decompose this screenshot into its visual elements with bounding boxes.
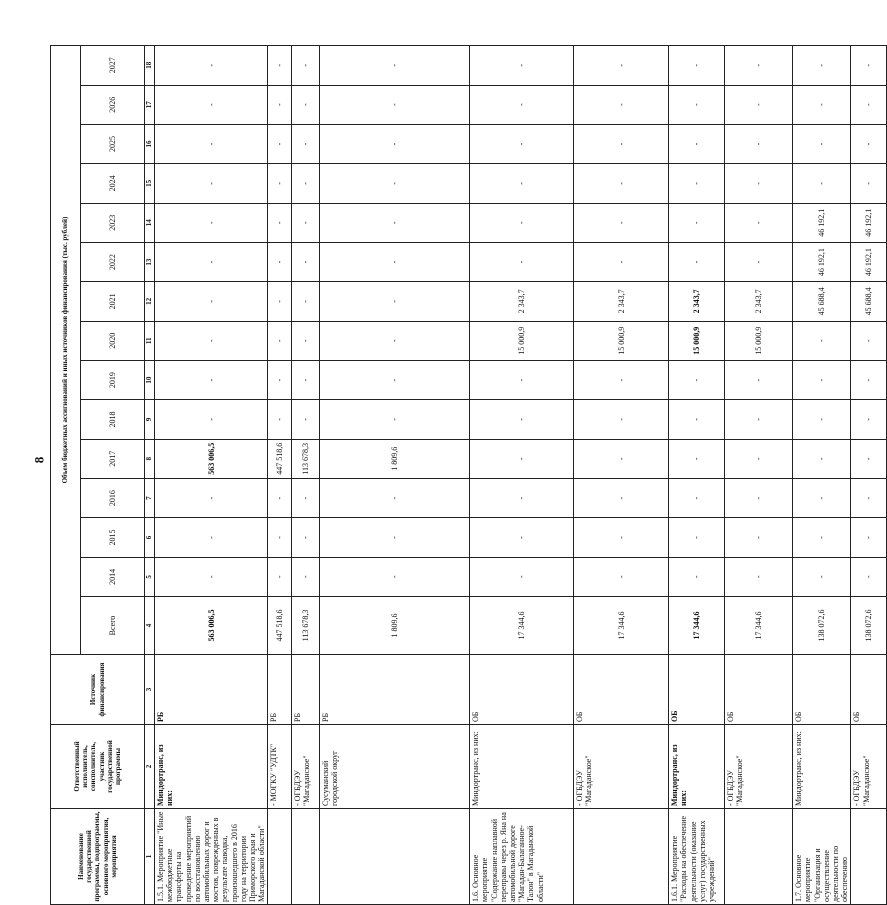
table-row: [268, 46, 292, 905]
header-year: 2016: [81, 478, 145, 517]
cell-value: -: [470, 46, 574, 86]
header-year: 2018: [81, 400, 145, 439]
cell-value: -: [292, 124, 320, 163]
cell-value: -: [470, 164, 574, 203]
cell-name: [292, 809, 320, 905]
cell-value: -: [669, 164, 725, 203]
cell-value: -: [292, 164, 320, 203]
header-year: 2024: [81, 164, 145, 203]
cell-value: -: [155, 400, 268, 439]
cell-value: -: [292, 400, 320, 439]
header-year: 2026: [81, 85, 145, 124]
cell-total: 1 809,6: [320, 597, 470, 655]
cell-value: -: [470, 124, 574, 163]
table-row: [725, 46, 793, 905]
cell-source: ОБ: [470, 655, 574, 725]
cell-value: -: [793, 518, 851, 557]
cell-value: -: [292, 478, 320, 517]
cell-value: -: [320, 321, 470, 360]
cell-value: -: [793, 46, 851, 86]
header-year: 2014: [81, 557, 145, 596]
cell-value: 447 518,6: [268, 439, 292, 478]
header-responsible: Ответственный исполнитель, соисполнитель, участник государственной программы: [51, 725, 145, 809]
cell-value: 46 192,1: [793, 242, 851, 281]
cell-total: 563 006,5: [155, 597, 268, 655]
column-number: 6: [145, 518, 155, 557]
cell-value: -: [320, 478, 470, 517]
column-number: 10: [145, 360, 155, 399]
table-row: [155, 46, 268, 905]
cell-value: -: [669, 203, 725, 242]
cell-value: -: [851, 360, 887, 399]
cell-value: -: [851, 164, 887, 203]
cell-name: 1.7. Основное мероприятие "Организация и осуществление деятельности по обеспечению: [793, 809, 851, 905]
cell-value: -: [851, 518, 887, 557]
cell-value: -: [155, 124, 268, 163]
header-year: 2017: [81, 439, 145, 478]
cell-value: -: [320, 164, 470, 203]
cell-value: -: [320, 518, 470, 557]
cell-value: -: [574, 242, 669, 281]
cell-value: -: [851, 46, 887, 86]
table-row: [292, 46, 320, 905]
cell-value: -: [320, 282, 470, 321]
cell-value: -: [292, 242, 320, 281]
column-number: 13: [145, 242, 155, 281]
cell-value: -: [292, 321, 320, 360]
cell-value: -: [669, 439, 725, 478]
cell-value: -: [470, 242, 574, 281]
cell-value: -: [669, 518, 725, 557]
cell-value: -: [155, 557, 268, 596]
cell-value: -: [574, 164, 669, 203]
column-number: 16: [145, 124, 155, 163]
table-row: [574, 46, 669, 905]
table-row: [320, 46, 470, 905]
header-year: 2015: [81, 518, 145, 557]
cell-total: 17 344,6: [669, 597, 725, 655]
cell-value: -: [470, 85, 574, 124]
cell-value: -: [851, 85, 887, 124]
column-number: 7: [145, 478, 155, 517]
cell-value: -: [793, 478, 851, 517]
cell-value: 15 000,9: [669, 321, 725, 360]
cell-responsible: - ОГБДЭУ "Магаданское": [851, 725, 887, 809]
cell-value: -: [669, 85, 725, 124]
cell-value: -: [851, 557, 887, 596]
cell-value: 2 343,7: [470, 282, 574, 321]
cell-value: -: [268, 557, 292, 596]
cell-responsible: - ОГБДЭУ "Магаданское": [292, 725, 320, 809]
table-row: [851, 46, 887, 905]
cell-value: -: [725, 164, 793, 203]
cell-total: 17 344,6: [470, 597, 574, 655]
cell-value: -: [851, 400, 887, 439]
cell-value: -: [725, 439, 793, 478]
header-total: Всего: [81, 597, 145, 655]
cell-value: -: [320, 46, 470, 86]
cell-value: -: [669, 360, 725, 399]
cell-value: -: [669, 478, 725, 517]
cell-value: -: [574, 400, 669, 439]
column-number: 12: [145, 282, 155, 321]
cell-value: -: [268, 124, 292, 163]
cell-value: -: [669, 124, 725, 163]
cell-value: -: [155, 478, 268, 517]
header-funding-group: Объем бюджетных ассигнований и иных источников финансирования (тыс. рублей): [51, 46, 81, 655]
cell-name: [268, 809, 292, 905]
cell-name: 1.5.1. Мероприятие "Иные межбюджетные трансферты на проведение мероприятий по восстановлению автомобильных дорог и мостов, поврежденных в результате паводка, произошедшего в 2016 году на территории Приморского края и Магаданской области": [155, 809, 268, 905]
column-number: 14: [145, 203, 155, 242]
table-row: [793, 46, 851, 905]
column-number-row: [145, 46, 155, 905]
cell-value: -: [268, 85, 292, 124]
header-year: 2021: [81, 282, 145, 321]
cell-source: РБ: [155, 655, 268, 725]
table-row: [470, 46, 574, 905]
cell-value: -: [574, 360, 669, 399]
cell-value: -: [292, 557, 320, 596]
cell-total: 113 678,3: [292, 597, 320, 655]
cell-source: РБ: [320, 655, 470, 725]
cell-value: -: [793, 321, 851, 360]
cell-value: -: [470, 518, 574, 557]
cell-name: [320, 809, 470, 905]
cell-value: -: [268, 46, 292, 86]
cell-value: 113 678,3: [292, 439, 320, 478]
cell-value: -: [669, 557, 725, 596]
cell-value: -: [851, 124, 887, 163]
cell-value: -: [793, 85, 851, 124]
cell-value: 15 000,9: [574, 321, 669, 360]
cell-responsible: Миндортранс, из них:: [155, 725, 268, 809]
cell-value: -: [320, 203, 470, 242]
cell-responsible: - ОГБДЭУ "Магаданское": [574, 725, 669, 809]
cell-value: -: [155, 85, 268, 124]
cell-value: -: [851, 439, 887, 478]
cell-source: ОБ: [669, 655, 725, 725]
cell-value: -: [155, 282, 268, 321]
cell-value: -: [793, 557, 851, 596]
cell-responsible: - МОГКУ "УДТК": [268, 725, 292, 809]
cell-value: -: [470, 478, 574, 517]
column-number: 5: [145, 557, 155, 596]
cell-value: -: [725, 203, 793, 242]
column-number: 18: [145, 46, 155, 86]
cell-value: -: [320, 400, 470, 439]
cell-value: 46 192,1: [793, 203, 851, 242]
cell-value: -: [470, 557, 574, 596]
cell-value: -: [155, 321, 268, 360]
cell-source: ОБ: [851, 655, 887, 725]
cell-value: -: [793, 439, 851, 478]
cell-total: 138 072,6: [793, 597, 851, 655]
cell-value: -: [292, 46, 320, 86]
cell-value: -: [268, 400, 292, 439]
cell-value: -: [292, 518, 320, 557]
cell-value: -: [320, 360, 470, 399]
cell-value: -: [292, 85, 320, 124]
cell-value: -: [155, 242, 268, 281]
column-number: 2: [145, 725, 155, 809]
cell-source: РБ: [268, 655, 292, 725]
cell-value: -: [155, 164, 268, 203]
cell-value: -: [268, 478, 292, 517]
cell-source: ОБ: [574, 655, 669, 725]
table-row: [669, 46, 725, 905]
cell-value: -: [268, 321, 292, 360]
header-year: 2020: [81, 321, 145, 360]
cell-value: 46 192,1: [851, 242, 887, 281]
cell-responsible: Миндортранс, из них:: [793, 725, 851, 809]
cell-source: ОБ: [793, 655, 851, 725]
header-year: 2025: [81, 124, 145, 163]
cell-value: -: [155, 203, 268, 242]
cell-value: -: [292, 203, 320, 242]
column-number: 9: [145, 400, 155, 439]
cell-responsible: Сусуманский городской округ: [320, 725, 470, 809]
cell-total: 447 518,6: [268, 597, 292, 655]
cell-value: -: [574, 557, 669, 596]
cell-name: 1.6. Основное мероприятие "Содержание наплавной переправы через р. Яна на автомобильной дороге "Магадан-Балаганное-Талон" в Магаданской области": [470, 809, 574, 905]
cell-name: [574, 809, 669, 905]
cell-value: -: [725, 242, 793, 281]
cell-responsible: Миндортранс, из них:: [470, 725, 574, 809]
cell-name: [851, 809, 887, 905]
cell-value: -: [793, 124, 851, 163]
cell-value: -: [155, 46, 268, 86]
cell-value: 45 688,4: [793, 282, 851, 321]
cell-value: -: [470, 360, 574, 399]
header-year: 2027: [81, 46, 145, 86]
cell-value: -: [725, 557, 793, 596]
cell-value: -: [793, 400, 851, 439]
cell-value: -: [268, 518, 292, 557]
cell-value: -: [268, 360, 292, 399]
header-year: 2019: [81, 360, 145, 399]
cell-value: -: [725, 46, 793, 86]
header-year: 2022: [81, 242, 145, 281]
cell-name: 1.6.1. Мероприятие "Расходы на обеспечение деятельности (оказание услуг) государственных учреждений": [669, 809, 725, 905]
header-name: Наименование государственной программы, подпрограммы, основного мероприятия, мероприятия: [51, 809, 145, 905]
cell-total: 17 344,6: [725, 597, 793, 655]
cell-responsible: - ОГБДЭУ "Магаданское": [725, 725, 793, 809]
column-number: 4: [145, 597, 155, 655]
cell-value: -: [155, 360, 268, 399]
column-number: 8: [145, 439, 155, 478]
cell-value: -: [320, 242, 470, 281]
cell-total: 17 344,6: [574, 597, 669, 655]
column-number: 15: [145, 164, 155, 203]
cell-value: -: [320, 85, 470, 124]
cell-value: -: [793, 360, 851, 399]
cell-value: -: [574, 124, 669, 163]
cell-value: -: [725, 85, 793, 124]
cell-value: -: [669, 46, 725, 86]
table-body: [155, 46, 887, 905]
cell-value: -: [574, 203, 669, 242]
cell-value: 2 343,7: [574, 282, 669, 321]
cell-value: -: [470, 203, 574, 242]
cell-value: 46 192,1: [851, 203, 887, 242]
cell-value: -: [268, 203, 292, 242]
cell-source: РБ: [292, 655, 320, 725]
cell-value: -: [851, 321, 887, 360]
cell-value: 2 343,7: [669, 282, 725, 321]
cell-value: -: [470, 400, 574, 439]
header-source: Источник финансирования: [51, 655, 145, 725]
cell-value: -: [320, 124, 470, 163]
cell-value: -: [725, 478, 793, 517]
cell-value: -: [725, 518, 793, 557]
cell-value: -: [793, 164, 851, 203]
cell-value: 563 006,5: [155, 439, 268, 478]
cell-name: [725, 809, 793, 905]
budget-table: [50, 45, 887, 905]
cell-value: -: [268, 164, 292, 203]
rotated-table-container: [50, 45, 874, 905]
cell-value: -: [292, 282, 320, 321]
cell-value: -: [574, 85, 669, 124]
cell-value: -: [669, 400, 725, 439]
cell-value: 45 688,4: [851, 282, 887, 321]
cell-source: ОБ: [725, 655, 793, 725]
cell-value: -: [470, 439, 574, 478]
cell-value: -: [574, 518, 669, 557]
cell-value: -: [155, 518, 268, 557]
cell-value: -: [669, 242, 725, 281]
cell-value: 2 343,7: [725, 282, 793, 321]
cell-value: -: [725, 124, 793, 163]
cell-value: 15 000,9: [725, 321, 793, 360]
cell-value: 15 000,9: [470, 321, 574, 360]
cell-value: -: [268, 242, 292, 281]
header-year: 2023: [81, 203, 145, 242]
page-number: 8: [31, 456, 47, 464]
cell-responsible: Миндортранс, из них:: [669, 725, 725, 809]
cell-value: -: [851, 478, 887, 517]
cell-value: 1 809,6: [320, 439, 470, 478]
cell-value: -: [725, 360, 793, 399]
cell-value: -: [574, 439, 669, 478]
column-number: 17: [145, 85, 155, 124]
column-number: 11: [145, 321, 155, 360]
column-number: 1: [145, 809, 155, 905]
cell-value: -: [725, 400, 793, 439]
cell-value: -: [574, 478, 669, 517]
cell-value: -: [320, 557, 470, 596]
column-number: 3: [145, 655, 155, 725]
cell-value: -: [574, 46, 669, 86]
cell-value: -: [292, 360, 320, 399]
cell-value: -: [268, 282, 292, 321]
cell-total: 138 072,6: [851, 597, 887, 655]
